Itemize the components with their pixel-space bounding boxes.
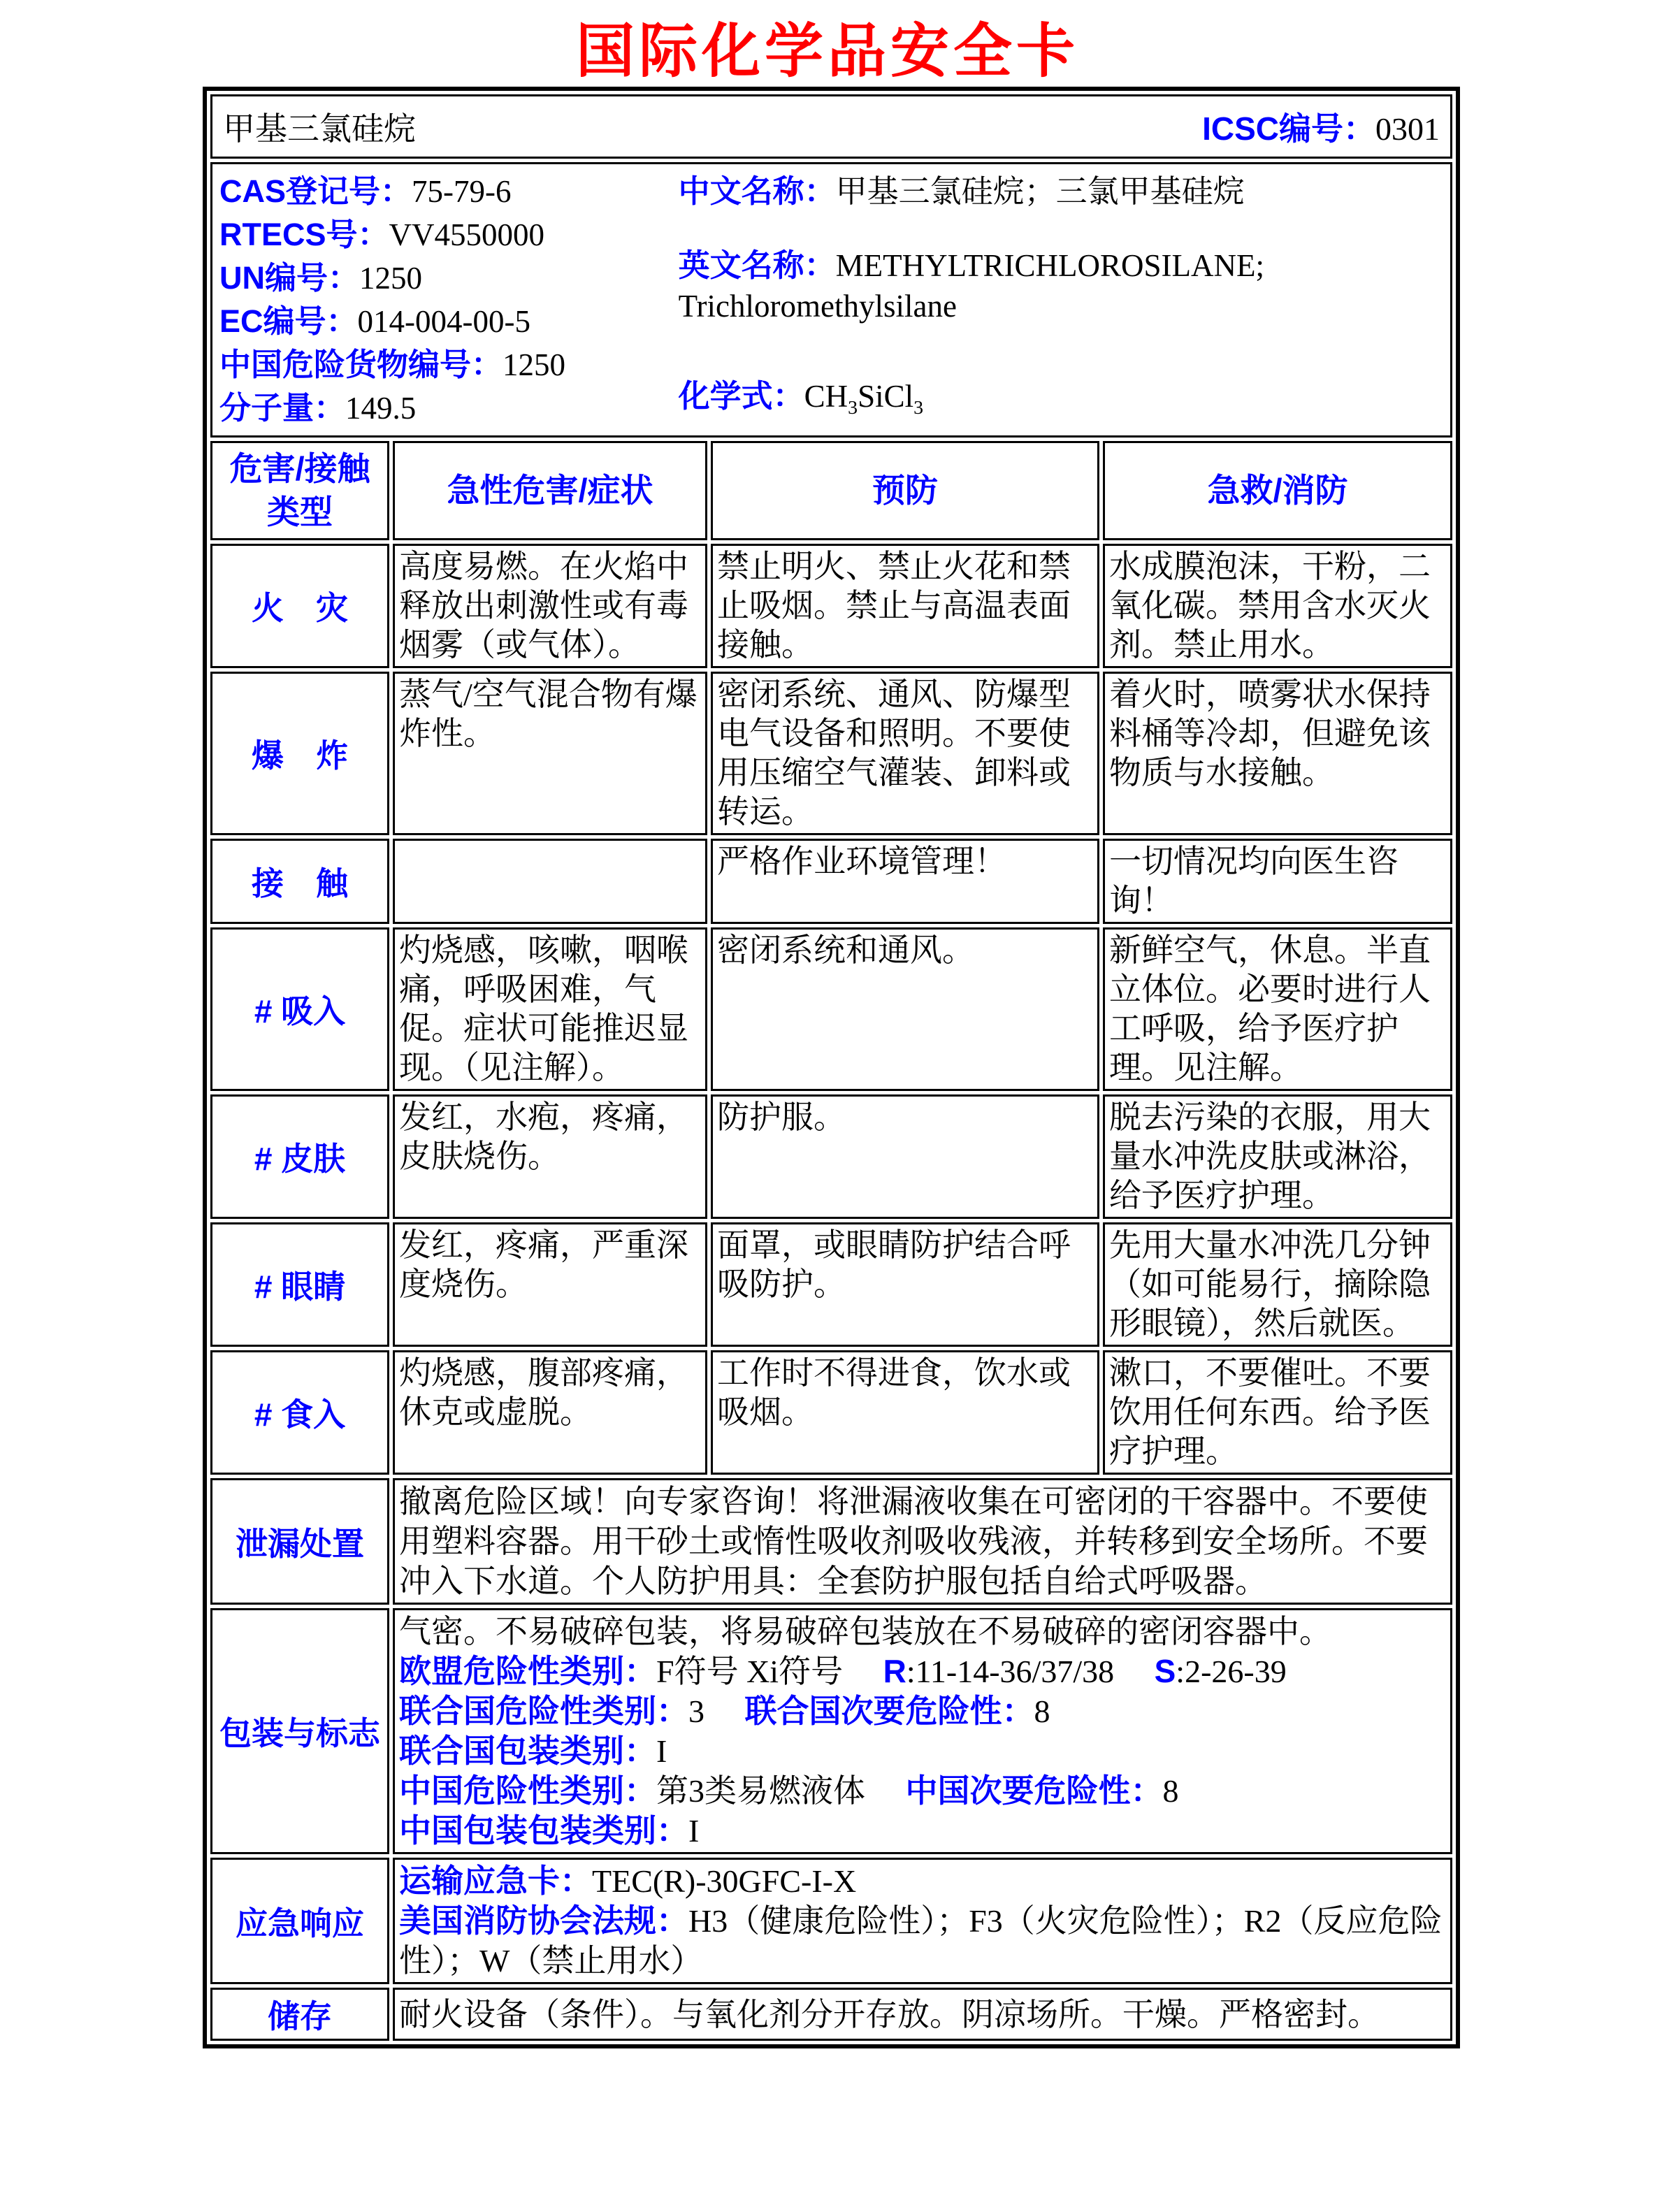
hazard-row-explosion [210,672,1452,835]
hazard-row-skin [210,1094,1452,1219]
hazard-label: 爆 炸 [210,672,389,835]
section-row-spill [210,1478,1452,1605]
section-row-storage [210,1988,1452,2041]
ec-label: EC编号： [219,303,358,339]
section-line: 欧盟危险性类别：F符号 Xi符号 R:11-14-36/37/38 S:2-26-39 [399,1653,1287,1689]
section-label: 储存 [210,1988,389,2041]
registry-row [210,162,1452,438]
header-hazard-type: 危害/接触类型 [210,441,389,540]
prevention-cell: 严格作业环境管理！ [711,839,1099,924]
china-dg-number [219,343,679,386]
hazard-row-eyes [210,1222,1452,1347]
hazard-row-contact [210,839,1452,924]
section-content [393,1478,1452,1605]
hazard-row-fire [210,544,1452,668]
symptom-cell: 高度易燃。在火焰中释放出刺激性或有毒烟雾（或气体）。 [393,544,707,668]
section-content [393,1988,1452,2041]
section-line: 美国消防协会法规：H3（健康危险性）；F3（火灾危险性）；R2（反应危险性）；W（禁止用水） [399,1902,1443,1979]
rtecs-label: RTECS号： [219,217,389,252]
header-acute-symptoms: 急性危害/症状 [393,441,707,540]
section-content [393,1608,1452,1854]
section-label: 应急响应 [210,1858,389,1984]
section-line: 撤离危险区域！向专家咨询！将泄漏液收集在可密闭的干容器中。不要使用塑料容器。用干砂土或惰性吸收剂吸收残液，并转移到安全场所。不要冲入下水道。个人防护用具：全套防护服包括自给式呼吸器。 [399,1484,1428,1599]
section-row-emergency [210,1858,1452,1984]
firstaid-cell: 着火时，喷雾状水保持料桶等冷却，但避免该物质与水接触。 [1103,672,1452,835]
section-content [393,1858,1452,1984]
symptom-cell [393,839,707,924]
prevention-cell: 面罩，或眼睛防护结合呼吸防护。 [711,1222,1099,1347]
hazard-label: # 皮肤 [210,1094,389,1219]
firstaid-cell: 脱去污染的衣服，用大量水冲洗皮肤或淋浴，给予医疗护理。 [1103,1094,1452,1219]
firstaid-cell: 漱口，不要催吐。不要饮用任何东西。给予医疗护理。 [1103,1350,1452,1475]
section-line: 联合国包装类别：I [399,1733,667,1769]
section-label: 泄漏处置 [210,1478,389,1605]
firstaid-cell: 一切情况均向医生咨询！ [1103,839,1452,924]
chinese-name-label: 中文名称： [678,173,836,209]
symptom-cell: 发红，疼痛，严重深度烧伤。 [393,1222,707,1347]
firstaid-cell: 水成膜泡沫，干粉，二氧化碳。禁用含水灭火剂。禁止用水。 [1103,544,1452,668]
name-row [210,94,1452,159]
hazard-row-ingestion [210,1350,1452,1475]
un-number [219,256,679,300]
hazard-label: # 食入 [210,1350,389,1475]
chinese-name-value: 甲基三氯硅烷；三氯甲基硅烷 [835,174,1245,209]
firstaid-cell: 先用大量水冲洗几分钟（如可能易行，摘除隐形眼镜），然后就医。 [1103,1222,1452,1347]
section-row-packaging [210,1608,1452,1854]
symptom-cell: 灼烧感，咳嗽，咽喉痛，呼吸困难，气促。症状可能推迟显现。（见注解）。 [393,927,707,1091]
symptom-cell: 蒸气/空气混合物有爆炸性。 [393,672,707,835]
prevention-cell: 禁止明火、禁止火花和禁止吸烟。禁止与高温表面接触。 [711,544,1099,668]
section-line: 耐火设备（条件）。与氧化剂分开存放。阴凉场所。干燥。严格密封。 [399,1996,1380,2032]
molecular-weight-label: 分子量： [219,390,346,426]
cas-value: 75-79-6 [412,174,512,209]
chemical-formula: 化学式：$CH_3SiCl_3$ [678,378,924,419]
section-line: 运输应急卡：TEC(R)-30GFC-I-X [399,1863,857,1899]
molecular-weight-value: 149.5 [345,391,417,426]
english-name-label: 英文名称： [678,247,836,283]
firstaid-cell: 新鲜空气，休息。半直立体位。必要时进行人工呼吸，给予医疗护理。见注解。 [1103,927,1452,1091]
page-title: 国际化学品安全卡 [575,18,1079,84]
ec-value: 014-004-00-5 [357,304,530,339]
chinese-name [679,170,1443,213]
hazard-header-row [210,441,1452,540]
prevention-cell: 防护服。 [711,1094,1099,1219]
english-name [679,245,1443,326]
china-dg-label: 中国危险货物编号： [219,347,503,382]
rtecs-number [219,213,679,256]
icsc-card-table [203,87,1460,2048]
registry-left-column [219,170,679,430]
un-value: 1250 [359,261,422,296]
hazard-label: # 眼睛 [210,1222,389,1347]
chemical-name: 甲基三氯硅烷 [223,111,416,147]
hazard-row-inhalation [210,927,1452,1091]
china-dg-value: 1250 [503,347,566,382]
section-line: 中国包装包装类别：I [399,1812,700,1849]
section-line: 中国危险性类别：第3类易燃液体 中国次要危险性：8 [399,1772,1179,1809]
english-name-value: METHYLTRICHLOROSILANE; Trichloromethylsilane [678,248,1264,324]
icsc-number [1202,103,1440,150]
hazard-label: 火 灾 [210,544,389,668]
hazard-label: 接 触 [210,839,389,924]
prevention-cell: 工作时不得进食，饮水或吸烟。 [711,1350,1099,1475]
symptom-cell: 发红，水疱，疼痛，皮肤烧伤。 [393,1094,707,1219]
symptom-cell: 灼烧感，腹部疼痛，休克或虚脱。 [393,1350,707,1475]
hazard-label: # 吸入 [210,927,389,1091]
cas-number [219,170,679,213]
header-firstaid-firefighting: 急救/消防 [1103,441,1452,540]
registry-right-column [679,170,1443,430]
section-line: 联合国危险性类别：3 联合国次要危险性：8 [399,1693,1050,1729]
prevention-cell: 密闭系统、通风、防爆型电气设备和照明。不要使用压缩空气灌装、卸料或转运。 [711,672,1099,835]
header-prevention: 预防 [711,441,1099,540]
section-label: 包装与标志 [210,1608,389,1854]
icsc-number-label: ICSC编号： [1202,110,1376,147]
molecular-weight [219,386,679,430]
un-label: UN编号： [219,260,359,296]
rtecs-value: VV4550000 [389,217,545,252]
cas-label: CAS登记号： [219,173,412,209]
ec-number [219,300,679,343]
section-line: 气密。不易破碎包装，将易破碎包装放在不易破碎的密闭容器中。 [399,1614,1331,1649]
icsc-number-value: 0301 [1375,111,1440,147]
prevention-cell: 密闭系统和通风。 [711,927,1099,1091]
